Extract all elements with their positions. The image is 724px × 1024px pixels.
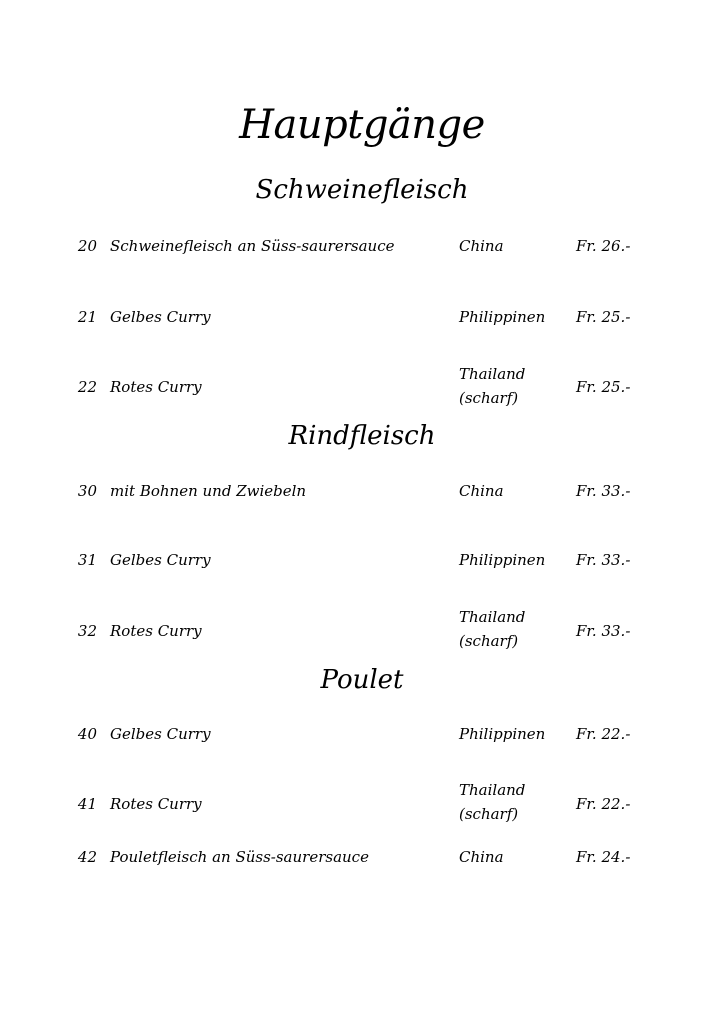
dish-origin	[459, 234, 564, 258]
origin-country: Philippinen	[459, 551, 546, 569]
origin-country: China	[459, 482, 504, 500]
dish-name: Schweinefleisch an Süss-saurersauce	[110, 237, 395, 255]
dish-origin	[459, 722, 564, 746]
dish-price: Fr. 26.-	[576, 237, 631, 255]
dish-price: Fr. 22.-	[576, 725, 631, 743]
section-title-schweinefleisch: Schweinefleisch	[255, 175, 469, 205]
item-number: 41	[77, 795, 97, 813]
dish-price: Fr. 25.-	[576, 308, 631, 326]
item-number: 21	[77, 308, 97, 326]
dish-origin	[459, 778, 564, 826]
origin-note: (scharf)	[459, 389, 519, 407]
dish-price: Fr. 22.-	[576, 795, 631, 813]
dish-price: Fr. 33.-	[576, 482, 631, 500]
origin-country: China	[459, 237, 504, 255]
dish-name: Gelbes Curry	[110, 308, 211, 326]
origin-note: (scharf)	[459, 805, 519, 823]
dish-name: Pouletfleisch an Süss-saurersauce	[110, 848, 369, 866]
dish-name: Rotes Curry	[110, 378, 202, 396]
item-number: 32	[77, 622, 97, 640]
dish-name: Gelbes Curry	[110, 551, 211, 569]
dish-origin	[459, 479, 564, 503]
dish-name: Rotes Curry	[110, 795, 202, 813]
dish-price: Fr. 24.-	[576, 848, 631, 866]
origin-country: Thailand	[459, 608, 526, 626]
dish-price: Fr. 33.-	[576, 622, 631, 640]
dish-name: Rotes Curry	[110, 622, 202, 640]
dish-origin	[459, 362, 564, 410]
dish-name: mit Bohnen und Zwiebeln	[110, 482, 307, 500]
dish-price: Fr. 25.-	[576, 378, 631, 396]
dish-origin	[459, 548, 564, 572]
origin-country: Philippinen	[459, 308, 546, 326]
origin-country: Thailand	[459, 365, 526, 383]
dish-price: Fr. 33.-	[576, 551, 631, 569]
page-title: Hauptgänge	[239, 102, 485, 148]
dish-origin	[459, 605, 564, 653]
origin-country: Thailand	[459, 781, 526, 799]
item-number: 22	[77, 378, 97, 396]
origin-country: China	[459, 848, 504, 866]
dish-name: Gelbes Curry	[110, 725, 211, 743]
dish-origin	[459, 845, 564, 869]
origin-country: Philippinen	[459, 725, 546, 743]
item-number: 20	[77, 237, 97, 255]
item-number: 30	[77, 482, 97, 500]
item-number: 40	[77, 725, 97, 743]
item-number: 42	[77, 848, 97, 866]
section-title-rindfleisch: Rindfleisch	[288, 421, 436, 451]
dish-origin	[459, 305, 564, 329]
item-number: 31	[77, 551, 97, 569]
section-title-poulet: Poulet	[320, 665, 404, 695]
origin-note: (scharf)	[459, 632, 519, 650]
